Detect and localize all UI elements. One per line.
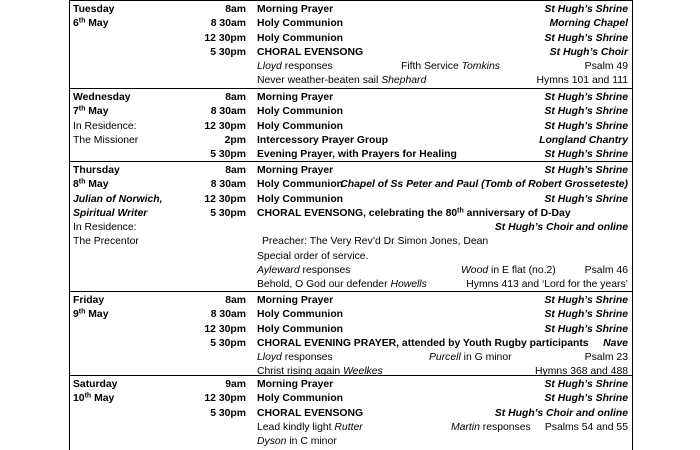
service-row: 12 30pm Holy Communion St Hugh’s Shrine bbox=[204, 323, 628, 335]
day-header bbox=[73, 91, 201, 148]
day-date: 6th May bbox=[73, 17, 109, 30]
service-row: 8 30am Holy Communion Morning Chapel bbox=[210, 18, 628, 30]
service-row: 5 30pm CHORAL EVENSONG St Hugh’s Choir and online bbox=[210, 407, 628, 419]
service-row: 12 30pm Holy Communion St Hugh’s Shrine bbox=[204, 120, 628, 132]
service-row: 5 30pm CHORAL EVENSONG St Hugh’s Choir bbox=[210, 46, 628, 58]
service-row: 8am Morning Prayer St Hugh’s Shrine bbox=[225, 92, 628, 103]
day-name: Wednesday bbox=[73, 92, 131, 103]
day-block-friday bbox=[70, 291, 632, 378]
music-row: Lloyd responses Fifth Service Tomkins Psalm 49 bbox=[257, 61, 628, 72]
day-date: 9th May bbox=[73, 308, 109, 321]
note-row: Special order of service. bbox=[257, 250, 369, 262]
service-row: 8 30am Holy Communion St Hugh’s Shrine bbox=[210, 309, 628, 321]
service-row: 9am Morning Prayer St Hugh’s Shrine bbox=[225, 379, 628, 390]
day-block-wednesday bbox=[70, 88, 632, 161]
residence-label: In Residence: bbox=[73, 120, 137, 132]
day-header bbox=[73, 3, 201, 32]
day-header bbox=[73, 164, 201, 250]
day-name: Friday bbox=[73, 295, 105, 306]
day-date: 7th May bbox=[73, 105, 109, 118]
residence-name: The Missioner bbox=[73, 134, 139, 146]
day-name: Tuesday bbox=[73, 4, 115, 15]
service-row: 8am Morning Prayer St Hugh’s Shrine bbox=[225, 295, 628, 306]
music-row: Lloyd responses Purcell in G minor Psalm 23 bbox=[257, 352, 628, 363]
service-row: 12 30pm Holy Communion St Hugh’s Shrine bbox=[204, 32, 628, 44]
music-row: Christ rising again Weelkes Hymns 368 and 488 bbox=[257, 366, 628, 378]
service-schedule-table bbox=[69, 0, 633, 450]
service-row: 12 30pm Holy Communion St Hugh’s Shrine bbox=[204, 193, 628, 205]
music-row: Ayleward responses Wood in E flat (no.2) Psalm 46 bbox=[257, 264, 628, 276]
commemoration: Julian of Norwich, bbox=[73, 193, 163, 205]
day-date: 8th May bbox=[73, 178, 109, 191]
service-row: 12 30pm Holy Communion St Hugh’s Shrine bbox=[204, 393, 628, 405]
day-name: Saturday bbox=[73, 379, 118, 390]
service-row: 2pm Intercessory Prayer Group Longland Chantry bbox=[224, 134, 628, 146]
day-block-tuesday bbox=[70, 0, 632, 88]
music-row: Lead kindly light Rutter Martin responses Psalms 54 and 55 bbox=[257, 421, 628, 433]
day-header bbox=[73, 294, 201, 323]
service-row: 5 30pm CHORAL EVENING PRAYER, attended by Youth Rugby participants Nave bbox=[210, 337, 628, 349]
service-row: 8am Morning Prayer St Hugh’s Shrine bbox=[225, 4, 628, 15]
service-row: 8 30am Holy Communion Chapel of Ss Peter and Paul (Tomb of Robert Grosseteste) bbox=[210, 179, 628, 191]
service-row: 8am Morning Prayer St Hugh’s Shrine bbox=[225, 165, 628, 176]
residence-name: The Precentor bbox=[73, 236, 139, 248]
day-date: 10th May bbox=[73, 392, 115, 405]
music-row: Dyson in C minor bbox=[257, 436, 337, 447]
service-row: 5 30pm Evening Prayer, with Prayers for Healing St Hugh’s Shrine bbox=[210, 149, 628, 160]
service-row: 5 30pm CHORAL EVENSONG, celebrating the 80th anniversary of D-Day bbox=[210, 207, 571, 219]
music-row: Behold, O God our defender Howells Hymns 413 and ‘Lord for the years’ bbox=[257, 279, 628, 290]
service-location-row: St Hugh’s Choir and online bbox=[494, 222, 628, 233]
day-name: Thursday bbox=[73, 165, 120, 176]
day-header bbox=[73, 378, 201, 407]
preacher-row: Preacher: The Very Rev’d Dr Simon Jones, Dean bbox=[262, 236, 489, 248]
music-row: Never weather-beaten sail Shephard Hymns 101 and 111 bbox=[257, 75, 628, 87]
service-row: 8 30am Holy Communion St Hugh’s Shrine bbox=[210, 106, 628, 118]
residence-label: In Residence: bbox=[73, 222, 137, 233]
day-block-saturday bbox=[70, 375, 632, 450]
day-block-thursday bbox=[70, 161, 632, 291]
commemoration: Spiritual Writer bbox=[73, 207, 148, 219]
